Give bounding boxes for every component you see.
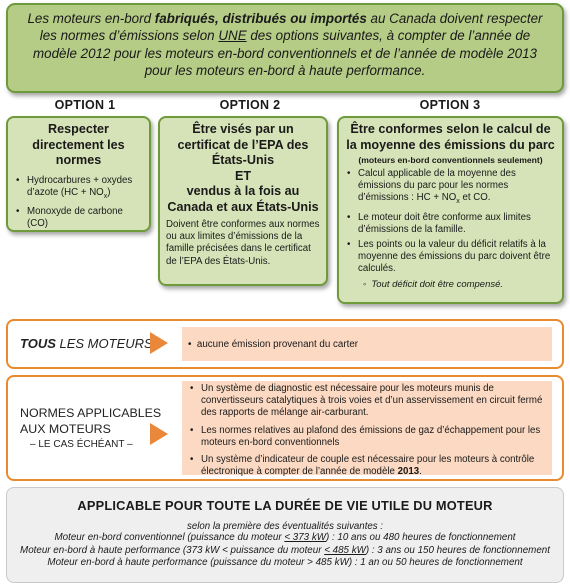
intro-banner — [6, 3, 564, 93]
applicable-standards-label: NORMES APPLICABLES AUX MOTEURS – LE CAS ÉCHÉANT – — [20, 406, 162, 450]
option2-body: Doivent être conformes aux normes ou aux limites d’émissions de la famille précisées dans le certificat de l’EPA des États-Unis. — [166, 219, 320, 267]
option2-et: ET — [234, 168, 252, 183]
option1-box — [6, 116, 151, 232]
option2-heading: OPTION 2 — [219, 98, 281, 112]
option3-heading: OPTION 3 — [419, 98, 481, 112]
list-item: • Un système d’indicateur de couple est nécessaire pour les moteurs à contrôle électronique à compter de l’année de modèle 2013. — [188, 454, 548, 478]
banner-text-3: des options suivantes, à compter de l’année de modèle 2012 pour les moteurs en-bord conventionnels et de l’année de modèle 2013 pour les moteurs en-bord à haute performance. — [33, 28, 537, 79]
banner-bold: fabriqués, distribués ou importés — [154, 11, 367, 26]
useful-life-box — [6, 487, 564, 583]
banner-underline: UNE — [218, 28, 247, 44]
useful-life-title: APPLICABLE POUR TOUTE LA DURÉE DE VIE UTILE DU MOTEUR — [77, 498, 493, 513]
list-item: • Calcul applicable de la moyenne des émissions du parc pour les normes d’émissions : HC + $NO_x$ et CO. — [345, 168, 556, 209]
option3-note: ◦ Tout déficit doit être compensé. — [363, 278, 504, 290]
useful-life-subtitle: selon la première des éventualités suivantes : — [186, 521, 383, 532]
list-item: • Le moteur doit être conforme aux limites d’émissions de la famille. — [345, 212, 556, 236]
option1-list — [14, 175, 143, 231]
option3-subtitle: (moteurs en-bord conventionnels seulement) — [358, 155, 543, 165]
list-item: • Hydrocarbures + oxydes d’azote $(HC + NO_x)$ — [14, 175, 143, 203]
banner-text-1: Les moteurs en-bord — [27, 11, 155, 26]
arrow-right-icon — [150, 423, 168, 445]
option3-box — [337, 116, 564, 304]
sub-bullet-icon: ◦ — [363, 278, 367, 290]
all-engines-label: TOUS LES MOTEURS — [20, 336, 153, 351]
list-item: • Les normes relatives au plafond des émissions de gaz d’échappement pour les moteurs en-bord conventionnels — [188, 425, 548, 449]
option2-box — [158, 116, 328, 286]
option1-heading: OPTION 1 — [54, 98, 116, 112]
list-item: • Les points ou la valeur du déficit relatifs à la moyenne des émissions du parc doivent être calculés. — [345, 239, 556, 276]
useful-life-line-3: Moteur en-bord à haute performance (puissance du moteur > 485 kW) : 1 an ou 50 heures de fonctionnement — [47, 557, 523, 569]
option2-title-2: vendus à la fois au Canada et aux États-Unis — [167, 184, 319, 214]
option3-list — [345, 168, 556, 276]
list-item: • Monoxyde de carbone (CO) — [14, 206, 143, 230]
option3-title: Être conformes selon le calcul de la moyenne des émissions du parc — [346, 122, 555, 152]
option1-title: Respecter directement les normes — [32, 122, 125, 167]
banner-text-2: au Canada doivent respecter les normes d’émissions selon — [39, 11, 543, 44]
list-item: • Un système de diagnostic est nécessaire pour les moteurs munis de convertisseurs catalytiques à trois voies et d’un asservissement en circuit fermé des rapports de mélange air-carburant. — [188, 383, 548, 420]
option2-title-1: Être visés par un certificat de l’EPA des États-Unis — [177, 122, 309, 167]
arrow-right-icon — [150, 332, 168, 354]
applicable-standards-list — [188, 381, 548, 478]
all-engines-item: • aucune émission provenant du carter — [188, 339, 359, 350]
useful-life-line-2: Moteur en-bord à haute performance (373 kW < puissance du moteur < 485 kW) : 3 ans ou 150 heures de fonctionnement — [20, 544, 550, 556]
useful-life-line-1: Moteur en-bord conventionnel (puissance du moteur < 373 kW) : 10 ans ou 480 heures de fonctionnement — [54, 532, 516, 543]
